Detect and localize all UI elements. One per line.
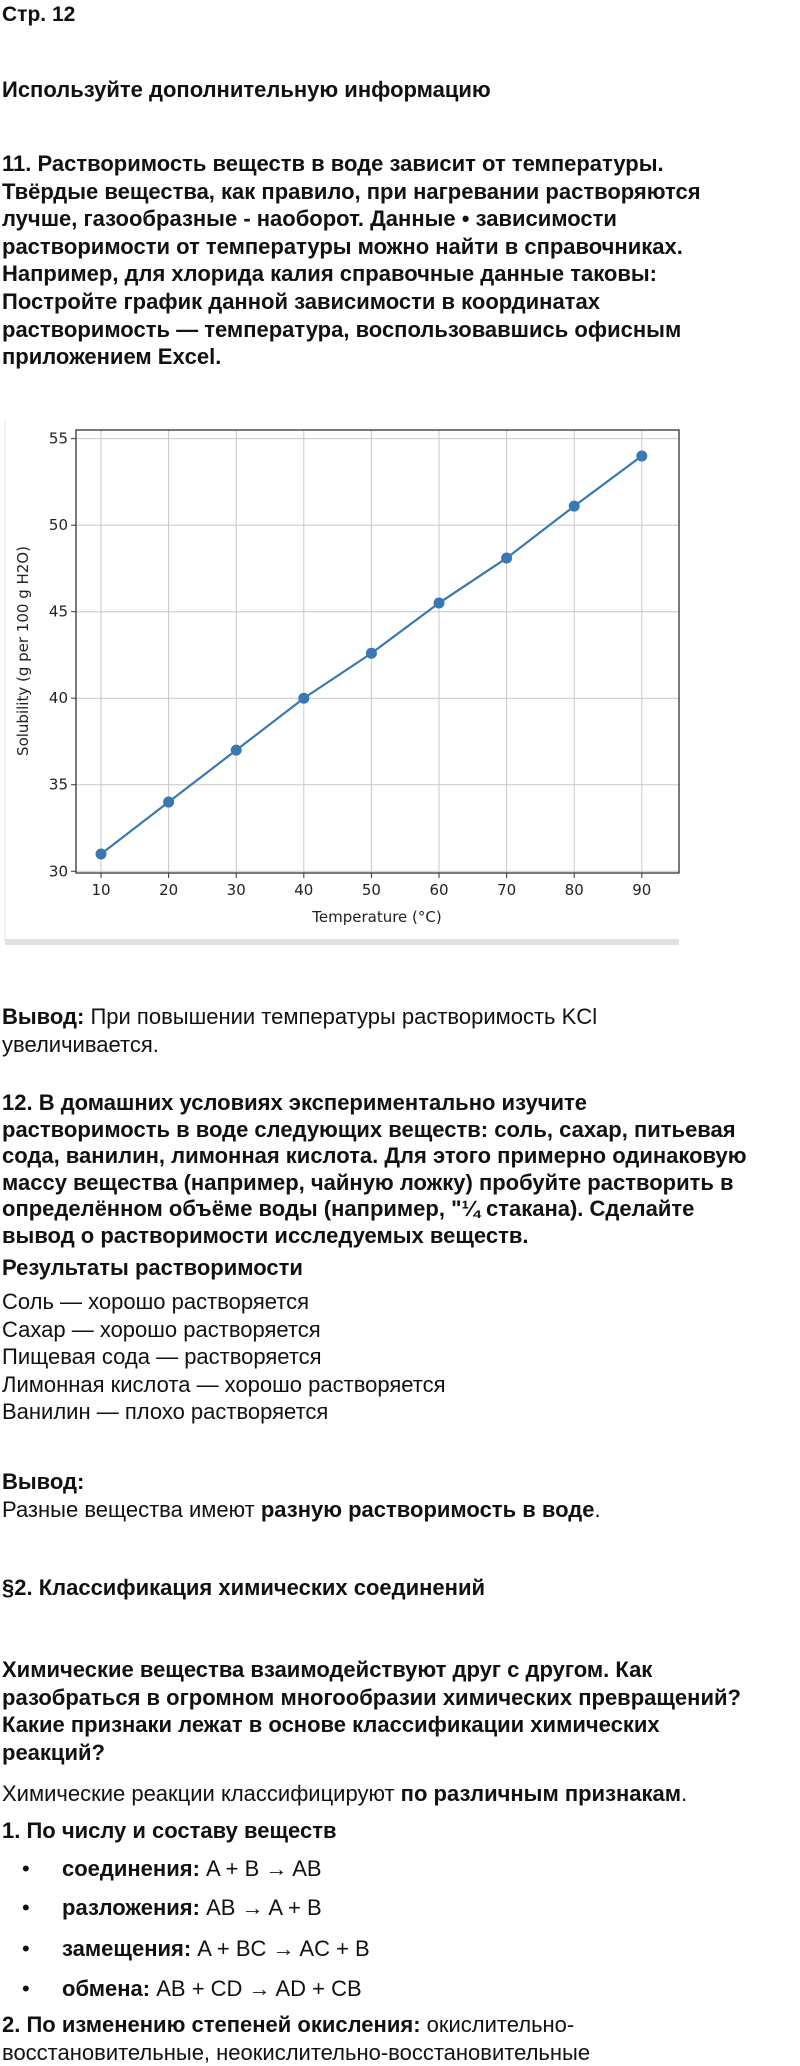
- x-axis-label: Temperature (°C): [312, 908, 442, 926]
- y-tick-label: 30: [48, 862, 68, 881]
- task-12-line: сода, ванилин, лимонная кислота. Для этого примерно одинаковую: [2, 1143, 747, 1168]
- task-11-text: [2, 150, 798, 371]
- section-title: §2. Классификация химических соединений: [2, 1575, 486, 1600]
- y-tick-label: 35: [48, 775, 68, 794]
- question-line: разобраться в огромном многообразии химических превращений?: [2, 1684, 741, 1710]
- reaction-type-label: замещения:: [62, 1936, 192, 1961]
- result-item: Соль — хорошо растворяется: [2, 1289, 309, 1314]
- x-tick-label: 60: [429, 881, 449, 899]
- task-12-text: [2, 1090, 798, 1249]
- question-line: Какие признаки лежат в основе классификации химических: [2, 1712, 660, 1738]
- data-point: [501, 553, 512, 564]
- data-point: [636, 450, 647, 461]
- reaction-type-item: [62, 1935, 370, 1963]
- data-point: [96, 848, 107, 859]
- intro-post: .: [681, 1781, 688, 1806]
- reaction-type-label: соединения:: [62, 1856, 200, 1881]
- task-12-line: растворимость в воде следующих веществ: соль, сахар, питьевая: [2, 1116, 736, 1142]
- conclusion-label: Вывод:: [2, 1004, 85, 1029]
- task-11-conclusion: [2, 1003, 798, 1058]
- criterion-2-label: 2. По изменению степеней окисления:: [2, 2012, 421, 2037]
- data-point: [231, 745, 242, 756]
- y-tick-label: 45: [48, 602, 68, 621]
- x-tick-label: 90: [632, 881, 652, 899]
- conclusion-bold: разную растворимость в воде: [260, 1496, 595, 1522]
- x-tick-label: 70: [497, 881, 517, 899]
- page-label: Стр. 12: [2, 3, 76, 26]
- y-axis-label: Solubility (g per 100 g H2O): [14, 546, 32, 756]
- task-11-line: Твёрдые вещества, как правило, при нагревании растворяются: [2, 178, 701, 204]
- results-list: [2, 1288, 798, 1426]
- reaction-type-label: разложения:: [62, 1895, 200, 1920]
- criterion-2-text: окислительно-: [420, 2012, 575, 2037]
- reaction-formula: A + BC → AC + B: [197, 1936, 370, 1961]
- y-tick-label: 55: [48, 429, 68, 448]
- task-11-line: растворимость — температура, воспользовавшись офисным: [2, 316, 682, 342]
- x-tick-label: 50: [361, 881, 381, 899]
- task-12-line: вывод о растворимости исследуемых веществ.: [2, 1222, 529, 1248]
- result-item: Пищевая сода — растворяется: [2, 1344, 322, 1370]
- reaction-type-item: [62, 1894, 322, 1922]
- task-12-line: определённом объёме воды (например, "¼ стакана). Сделайте: [2, 1196, 695, 1221]
- task-12-line: массу вещества (например, чайную ложку) пробуйте растворить в: [2, 1169, 734, 1195]
- criterion-2: [2, 2011, 798, 2066]
- bullet-icon: •: [22, 1976, 30, 2001]
- conclusion-post: .: [594, 1496, 601, 1522]
- task-11-line: Постройте график данной зависимости в координатах: [2, 288, 600, 314]
- task-11-line: растворимости от температуры можно найти в справочниках.: [2, 233, 683, 259]
- task-11-line: приложением Excel.: [2, 344, 222, 370]
- data-point: [163, 797, 174, 808]
- criterion-2-text-cont: восстановительные, неокислительно-восстановительные: [2, 2039, 591, 2065]
- reaction-formula: AB + CD → AD + CB: [156, 1976, 362, 2001]
- bullet-icon: •: [22, 1856, 30, 1881]
- y-tick-label: 40: [48, 689, 68, 708]
- task-11-line: лучше, газообразные - наоборот. Данные • зависимости: [2, 206, 617, 232]
- task-11-line: Например, для хлорида калия справочные данные таковы:: [2, 261, 658, 287]
- x-tick-label: 30: [226, 881, 246, 899]
- x-tick-label: 80: [564, 881, 584, 899]
- conclusion-text-cont: увеличивается.: [2, 1031, 159, 1057]
- result-item: Ванилин — плохо растворяется: [2, 1399, 329, 1425]
- data-point: [366, 648, 377, 659]
- chart-bottom-bar: [5, 939, 679, 945]
- reaction-type-item: [62, 1855, 322, 1883]
- data-point: [434, 598, 445, 609]
- task-11-line: 11. Растворимость веществ в воде зависит от температуры.: [2, 151, 664, 176]
- y-tick-label: 50: [48, 516, 68, 535]
- result-item: Сахар — хорошо растворяется: [2, 1316, 321, 1342]
- section-intro: [2, 1780, 798, 1808]
- result-item: Лимонная кислота — хорошо растворяется: [2, 1371, 446, 1397]
- results-title: Результаты растворимости: [2, 1255, 303, 1280]
- intro-text: Химические реакции классифицируют: [2, 1781, 401, 1806]
- reaction-formula: A + B → AB: [206, 1856, 322, 1881]
- instruction-heading: Используйте дополнительную информацию: [2, 77, 491, 102]
- task-12-line: 12. В домашних условиях экспериментально изучите: [2, 1090, 587, 1115]
- criterion-1: 1. По числу и составу веществ: [2, 1818, 337, 1843]
- reaction-type-item: [62, 1975, 362, 2003]
- intro-bold: по различным признакам: [400, 1781, 682, 1806]
- x-tick-label: 40: [294, 881, 314, 899]
- bullet-icon: •: [22, 1895, 30, 1920]
- task-12-conclusion: [2, 1468, 798, 1523]
- question-line: реакций?: [2, 1739, 105, 1765]
- conclusion-pre: Разные вещества имеют: [2, 1496, 261, 1522]
- question-line: Химические вещества взаимодействуют друг с другом. Как: [2, 1657, 653, 1682]
- data-point: [298, 693, 309, 704]
- section-question: [2, 1656, 798, 1766]
- conclusion-label: Вывод:: [2, 1469, 85, 1494]
- conclusion-text: При повышении температуры растворимость KCl: [90, 1004, 598, 1029]
- bullet-icon: •: [22, 1936, 30, 1961]
- x-tick-label: 10: [91, 881, 111, 899]
- x-tick-label: 20: [159, 881, 179, 899]
- data-point: [569, 501, 580, 512]
- solubility-chart: [0, 420, 700, 950]
- reaction-formula: AB → A + B: [206, 1895, 322, 1920]
- reaction-type-label: обмена:: [62, 1976, 151, 2001]
